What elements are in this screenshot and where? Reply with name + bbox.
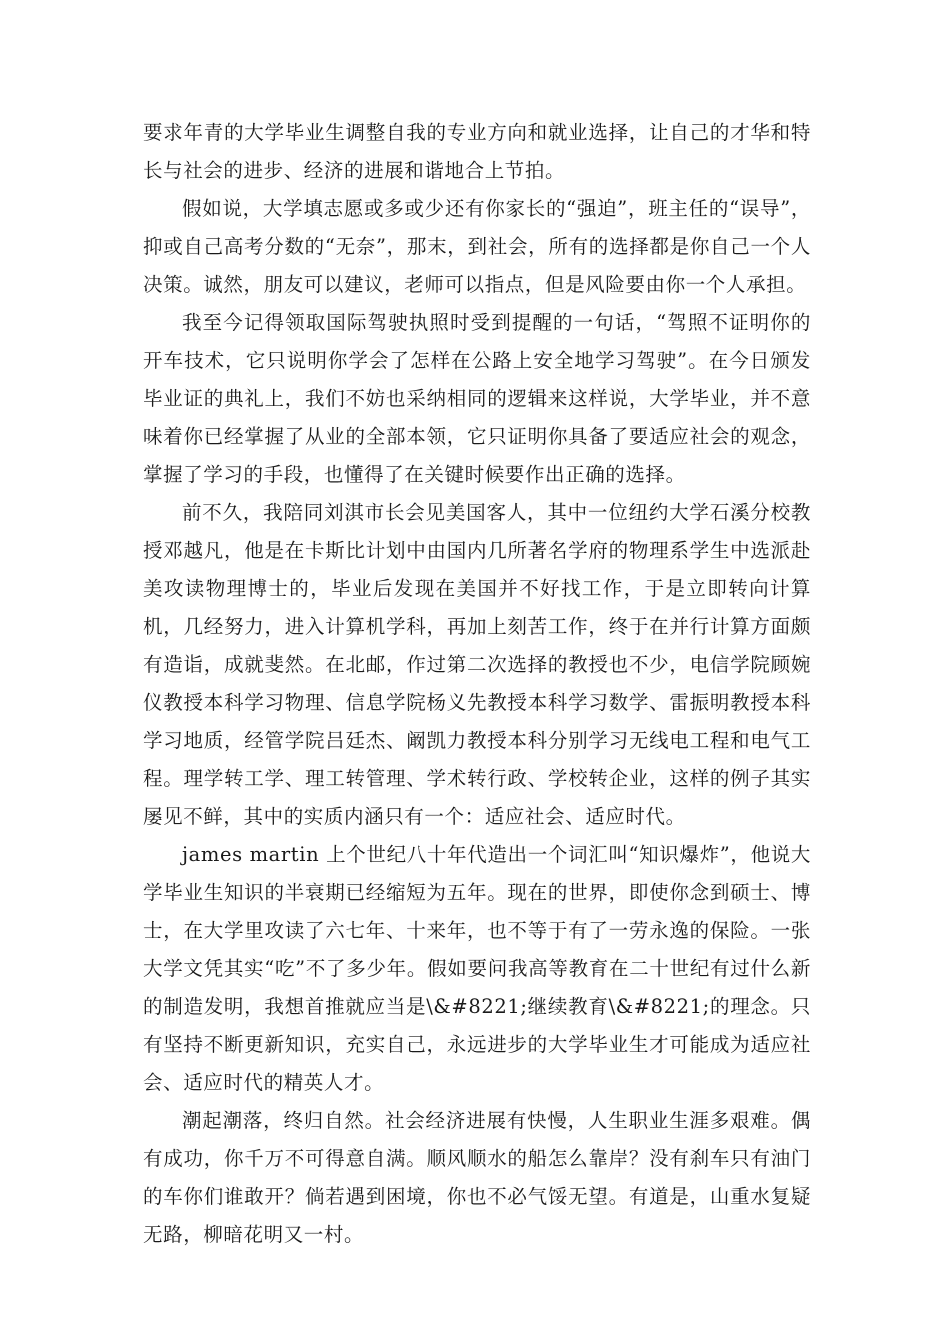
paragraph-driving-license: 我至今记得领取国际驾驶执照时受到提醒的一句话，“驾照不证明你的开车技术，它只说明你学会了怎样在公路上安全地学习驾驶”。在今日颁发毕业证的典礼上，我们不妨也采纳相同的逻辑来这样说，大学毕业，并不意味着你已经掌握了从业的全部本领，它只证明你具备了要适应社会的观念，掌握了学习的手段，也懂得了在关键时候要作出正确的选择。 [143,311,811,486]
paragraph-career-change: 前不久，我陪同刘淇市长会见美国客人，其中一位纽约大学石溪分校教授邓越凡，他是在卡斯比计划中由国内几所著名学府的物理系学生中选派赴美攻读物理博士的，毕业后发现在美国并不好找工作，于是立即转向计算机，几经努力，进入计算机学科，再加上刻苦工作，终于在并行计算方面颇有造诣，成就斐然。在北邮，作过第二次选择的教授也不少，电信学院顾婉仪教授本科学习物理、信息学院杨义先教授本科学习数学、雷振明教授本科学习地质，经管学院吕廷杰、阚凯力教授本科分别学习无线电工程和电气工程。理学转工学、理工转管理、学术转行政、学校转企业，这样的例子其实屡见不鲜，其中的实质内涵只有一个：适应社会、适应时代。 [143,501,811,828]
paragraph-closing: 潮起潮落，终归自然。社会经济进展有快慢，人生职业生涯多艰难。偶有成功，你千万不可得意自满。顺风顺水的船怎么靠岸？没有刹车只有油门的车你们谁敢开？倘若遇到困境，你也不必气馁无望。有道是，山重水复疑无路，柳暗花明又一村。 [143,1109,811,1246]
paragraph-knowledge-explosion: james martin 上个世纪八十年代造出一个词汇叫“知识爆炸”，他说大学毕业生知识的半衰期已经缩短为五年。现在的世界，即使你念到硕士、博士，在大学里攻读了六七年、十来年，也不等于有了一劳永逸的保险。一张大学文凭其实“吃”不了多少年。假如要问我高等教育在二十世纪有过什么新的制造发明，我想首推就应当是\&#8221;继续教育\&#8221;的理念。只有坚持不断更新知识，充实自己，永远进步的大学毕业生才可能成为适应社会、适应时代的精英人才。 [143,843,811,1094]
document-body [143,114,811,1254]
paragraph-continuation: 要求年青的大学毕业生调整自我的专业方向和就业选择，让自己的才华和特长与社会的进步、经济的进展和谐地合上节拍。 [143,121,811,182]
paragraph-parental-choice: 假如说，大学填志愿或多或少还有你家长的“强迫”，班主任的“误导”，抑或自己高考分数的“无奈”，那末，到社会，所有的选择都是你自己一个人决策。诚然，朋友可以建议，老师可以指点，但是风险要由你一个人承担。 [143,197,811,296]
